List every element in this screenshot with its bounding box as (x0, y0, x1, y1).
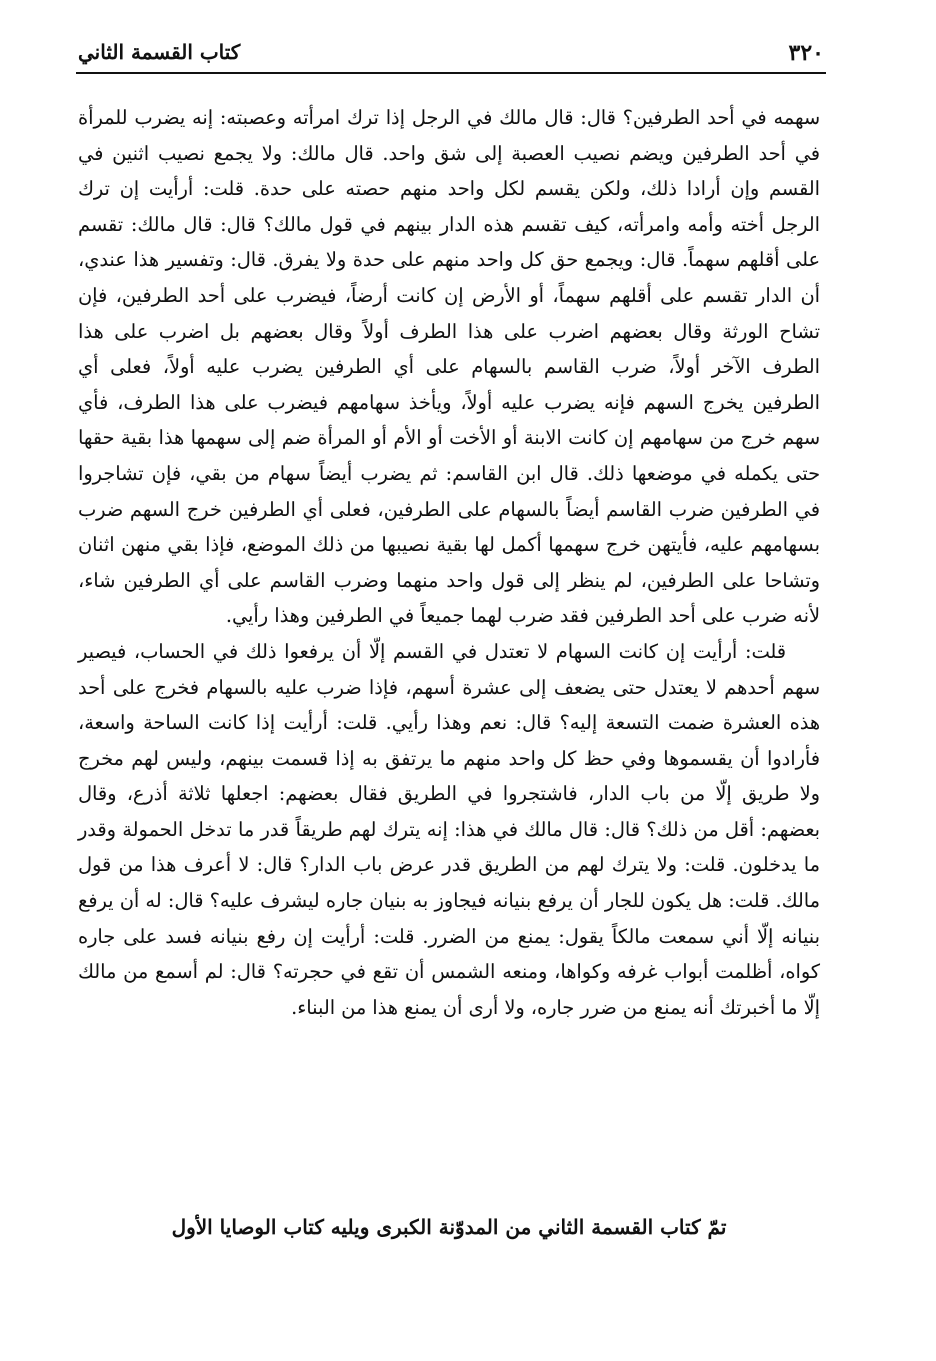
paragraph-2: قلت: أرأيت إن كانت السهام لا تعتدل في القسم إلّا أن يرفعوا ذلك في الحساب، فيصير سهم أحدهم لا يعتدل حتى يضعف إلى عشرة أسهم، فإذا ضرب عليه بالسهام فخرج على أحد هذه العشرة ضمت التسعة إليه؟ قال: نعم وهذا رأيي. قلت: أرأيت إذا كانت الساحة واسعة، فأرادوا أن يقسموها وفي حظ كل واحد منهم ما يرتفق به إذا قسمت بينهم، وليس لهم مخرج ولا طريق إلّا من باب الدار، فاشتجروا في الطريق فقال بعضهم: اجعلها ثلاثة أذرع، وقال بعضهم: أقل من ذلك؟ قال: قال مالك في هذا: إنه يترك لهم طريقاً قدر ما تدخل الحمولة وقدر ما يدخلون. قلت: ولا يترك لهم من الطريق قدر عرض باب الدار؟ قال: لا أعرف هذا من قول مالك. قلت: هل يكون للجار أن يرفع بنيانه فيجاوز به بنيان جاره ليشرف عليه؟ قال: له أن يرفع بنيانه إلّا أني سمعت مالكاً يقول: يمنع من الضرر. قلت: أرأيت إن رفع بنيانه فسد على جاره كواه، أظلمت أبواب غرفه وكواها، ومنعه الشمس أن تقع في حجرته؟ قال: لم أسمع من مالك إلّا ما أخبرتك أنه يمنع من ضرر جاره، ولا أرى أن يمنع هذا من البناء. (78, 639, 820, 1019)
body-text (78, 100, 820, 1025)
page-header (78, 36, 824, 72)
page-number: ٣٢٠ (788, 40, 824, 66)
chapter-closing-line: تمّ كتاب القسمة الثاني من المدوّنة الكبرى ويليه كتاب الوصايا الأول (171, 1215, 727, 1239)
paragraph-1: سهمه في أحد الطرفين؟ قال: قال مالك في الرجل إذا ترك امرأته وعصبته: إنه يضرب للمرأة في أحد الطرفين ويضم نصيب العصبة إلى شق واحد. قال مالك: ولا يجمع نصيب اثنين في القسم وإن أرادا ذلك، ولكن يقسم لكل واحد منهم حصته على حدة. قلت: أرأيت إن ترك الرجل أخته وأمه وامرأته، كيف تقسم هذه الدار بينهم في قول مالك؟ قال: قال مالك: تقسم على أقلهم سهماً. قال: ويجمع حق كل واحد منهم على حدة ولا يفرق. قال: وتفسير هذا عندي، أن الدار تقسم على أقلهم سهماً، أو الأرض إن كانت أرضاً، فيضرب على أحد الطرفين، فإن تشاح الورثة وقال بعضهم اضرب على هذا الطرف أولاً وقال بعضهم بل اضرب على هذا الطرف الآخر أولاً، ضرب القاسم بالسهام على أي الطرفين يضرب عليه أولاً، فعلى أي الطرفين يخرج السهم فإنه يضرب عليه أولاً، ويأخذ سهامهم فيضرب على هذا الطرف، فأي سهم خرج من سهامهم إن كانت الابنة أو الأخت أو الأم أو المرأة ضم إلى سهمها هذا بقية حقها حتى يكمله في موضعها ذلك. قال ابن القاسم: ثم يضرب أيضاً سهام من بقي، فإن تشاجروا في الطرفين ضرب القاسم أيضاً بالسهام على الطرفين، فعلى أي الطرفين خرج السهم ضرب بسهامهم عليه، فأيتهن خرج سهمها أكمل لها بقية نصيبها من ذلك الموضع، فإذا بقي منهن اثنان وتشاحا على الطرفين، لم ينظر إلى قول واحد منهما وضرب القاسم على أي الطرفين شاء، لأنه ضرب على أحد الطرفين فقد ضرب لهما جميعاً في الطرفين وهذا رأيي. (78, 106, 820, 628)
header-divider (76, 72, 826, 74)
running-title: كتاب القسمة الثاني (78, 40, 241, 64)
